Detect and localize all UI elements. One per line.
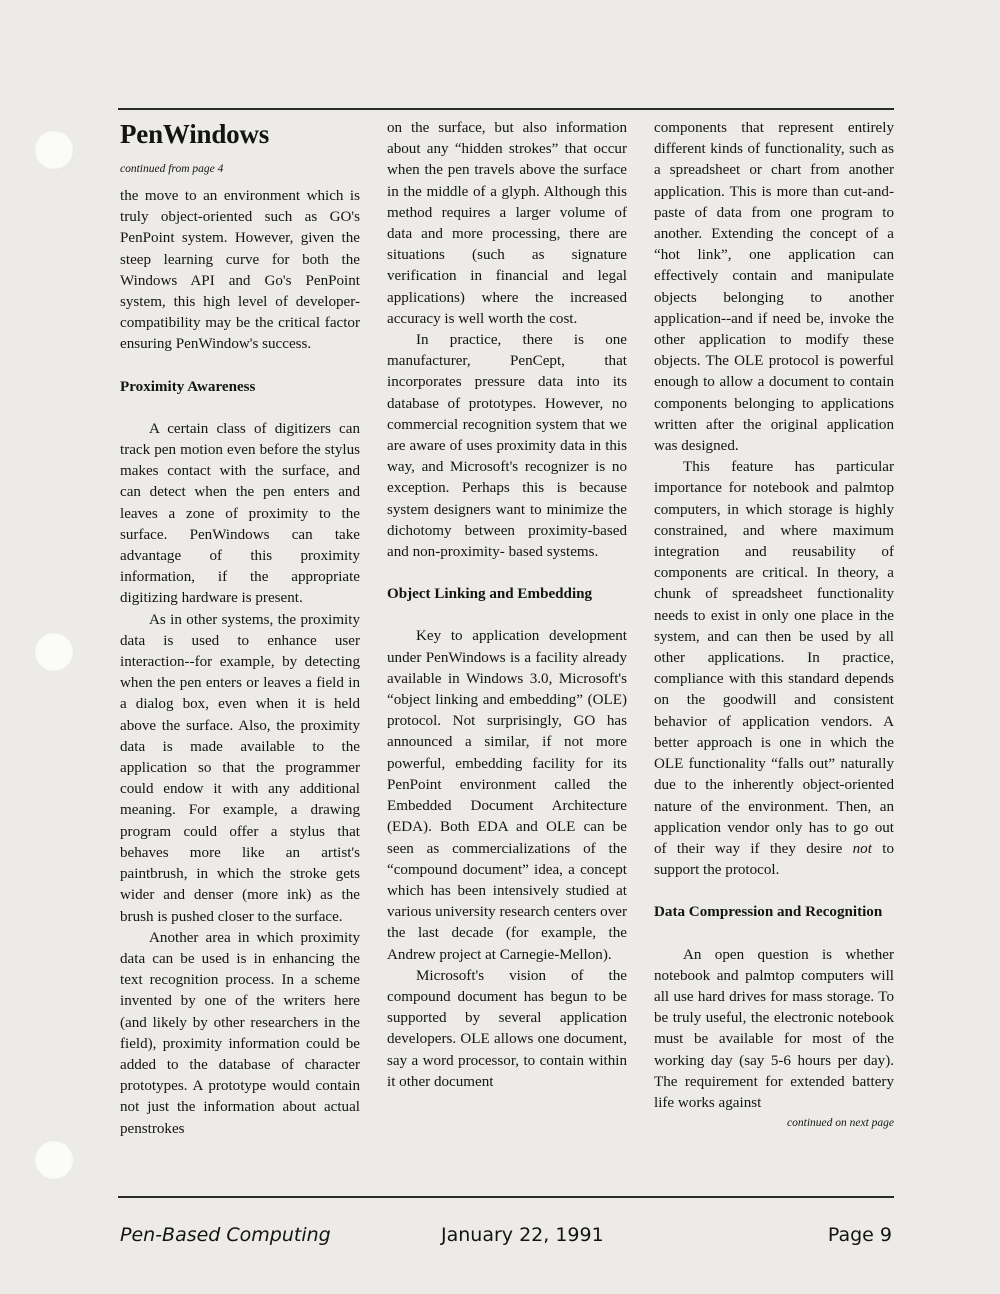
column-3 [654, 118, 894, 1130]
column-1 [120, 118, 360, 1140]
footer-publication: Pen-Based Computing [120, 1224, 331, 1246]
binder-hole-bottom [34, 1140, 74, 1180]
paragraph: A certain class of digitizers can track pen motion even before the stylus makes contact with the surface, and can detect when the pen enters and leaves a zone of proximity to the surface. PenWindows can take advantage of this proximity information, if the appropriate digitizing hardware is present. [120, 420, 360, 607]
paragraph: components that represent entirely different kinds of functionality, such as a spreadsheet or chart from another application. This is more than cut-and-paste of data from one program to another. Extending the concept of a “hot link”, one application can effectively contain and manipulate objects belonging to another application--and if need be, invoke the other application to modify these objects. The OLE protocol is powerful enough to allow a document to contain components belonging to applications written after the original application was designed. [654, 120, 894, 455]
column-2 [387, 118, 627, 1093]
paragraph: the move to an environment which is truly object-oriented such as GO's PenPoint system. However, given the steep learning curve for both the Windows API and Go's PenPoint system, this high level of developer-compatibility may be the critical factor ensuring PenWindow's success. [120, 188, 360, 353]
footer-page-number: Page 9 [827, 1224, 892, 1246]
article-title: PenWindows [120, 119, 270, 149]
top-rule [118, 108, 894, 110]
binder-hole-top [34, 130, 74, 170]
continued-next-note: continued on next page [787, 1117, 894, 1130]
paragraph: Key to application development under PenWindows is a facility already available in Windows 3.0, Microsoft's “object linking and embedding” (OLE) protocol. Not surprisingly, GO has announced a similar, if not more powerful, embedding facility for its PenPoint environment called the Embedded Document Architecture (EDA). Both EDA and OLE can be seen as commercializations of the “compound document” idea, a concept which has been intensively studied at various university research centers over the last decade (for example, the Andrew project at Carnegie-Mellon). [387, 628, 627, 963]
emphasis-text: not [852, 840, 872, 857]
paragraph: An open question is whether notebook and palmtop computers will all use hard drives for mass storage. To be truly useful, the electronic notebook must be available for most of the working day (say 5-6 hours per day). The requirement for extended battery life works against [654, 946, 894, 1111]
paragraph [654, 457, 894, 881]
paragraph: Another area in which proximity data can be used is in enhancing the text recognition process. In a scheme invented by one of the writers here (and likely by other researchers in the field), proximity information could be added to the database of character prototypes. A prototype would contain not just the information about actual penstrokes [120, 929, 360, 1137]
paragraph-text: This feature has particular importance for notebook and palmtop computers, in which storage is highly constrained, and where maximum integration and reusability of components are critical. In theory, a chunk of spreadsheet functionality needs to exist in only one place in the system, and can then be used by all other applications. In practice, compliance with this standard depends on the goodwill and consistent behavior of application vendors. A better approach is one in which the OLE functionality “falls out” naturally due to the inherently object-oriented nature of the environment. Then, an application vendor only has to go out of their way if they desire [654, 459, 894, 857]
paragraph: In practice, there is one manufacturer, PenCept, that incorporates pressure data into its database of prototypes. However, no commercial recognition system that we are aware of uses proximity data in this way, and Microsoft's recognizer is no exception. Perhaps this is because system designers want to minimize the dichotomy between proximity-based and non-proximity- based systems. [387, 332, 627, 561]
section-heading: Data Compression and Recognition [654, 904, 883, 921]
paragraph-text-end: to support the protocol. [654, 840, 895, 879]
section-heading: Object Linking and Embedding [387, 586, 593, 603]
paragraph: As in other systems, the proximity data is used to enhance user interaction--for example, by detecting when the pen enters or leaves a field in a dialog box, even when it is held above the surface. Also, the proximity data is made available to the application so that the programmer could endow it with any additional meaning. For example, a drawing program could offer a stylus that behaves more like an artist's paintbrush, in which the stroke gets wider and denser (more ink) as the brush is pushed closer to the surface. [120, 611, 360, 925]
section-heading: Proximity Awareness [120, 378, 256, 395]
footer-date: January 22, 1991 [441, 1224, 604, 1246]
paragraph: on the surface, but also information about any “hidden strokes” that occur when the pen travels above the surface in the middle of a glyph. Although this method requires a larger volume of data and more processing, there are situations (such as signature verification in financial and legal applications) where the increased accuracy is well worth the cost. [387, 120, 627, 327]
paragraph: Microsoft's vision of the compound document has begun to be supported by several application developers. OLE allows one document, say a word processor, to contain within it other document [387, 967, 627, 1090]
binder-hole-middle [34, 632, 74, 672]
continued-from-note: continued from page 4 [120, 163, 224, 175]
bottom-rule [118, 1196, 894, 1198]
